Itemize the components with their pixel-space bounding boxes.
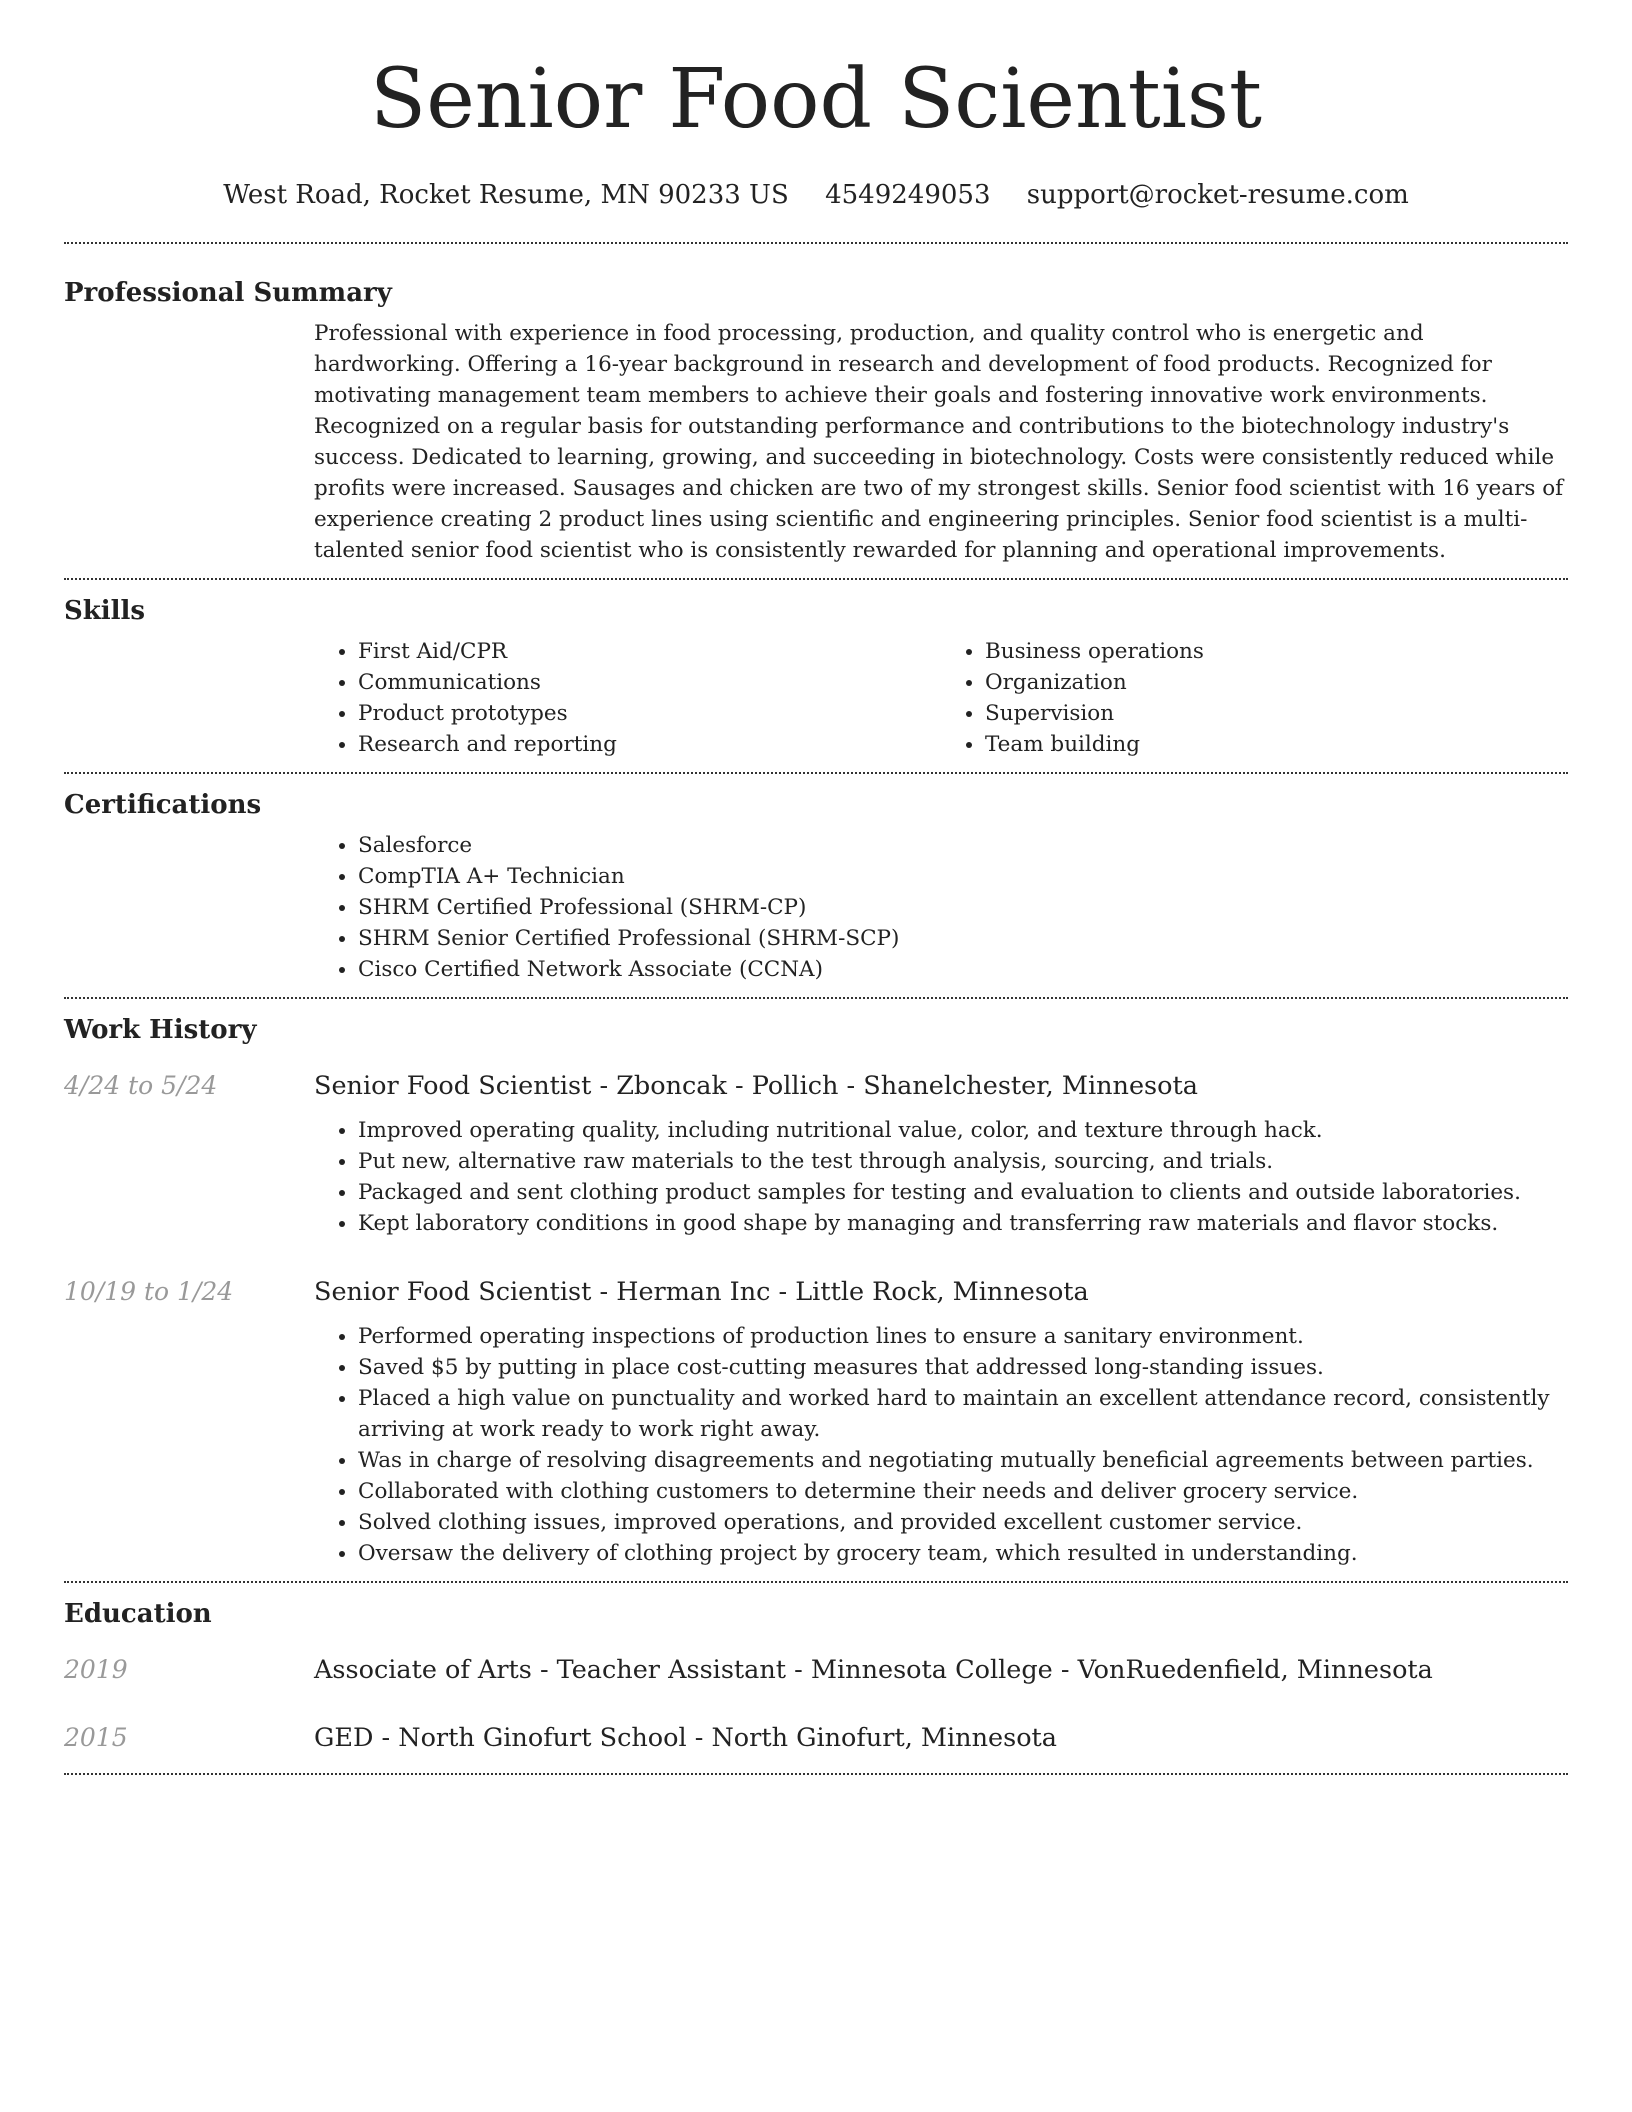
- job-dates: 10/19 to 1/24: [64, 1277, 234, 1306]
- certifications-list: [314, 830, 1568, 985]
- skill-item: • Organization: [985, 667, 1568, 698]
- job-bullets: [314, 1115, 1568, 1239]
- job-employer: - Herman Inc - Little Rock, Minnesota: [591, 1277, 1089, 1307]
- contact-address: West Road, Rocket Resume, MN 90233 US: [223, 180, 789, 210]
- certification-item: • Cisco Certified Network Associate (CCNA): [358, 954, 1568, 985]
- job-title: [314, 1275, 1568, 1309]
- education-entry: [64, 1721, 1568, 1755]
- job-title: [314, 1069, 1568, 1103]
- job-bullet: • Improved operating quality, including nutritional value, color, and texture through hack.: [358, 1115, 1568, 1146]
- job-employer: - Zboncak - Pollich - Shanelchester, Minnesota: [591, 1071, 1198, 1101]
- skills-section: [64, 580, 1568, 772]
- job-bullet: • Performed operating inspections of production lines to ensure a sanitary environment.: [358, 1321, 1568, 1352]
- skills-list-right: [941, 636, 1568, 760]
- certifications-section: [64, 774, 1568, 997]
- summary-text: Professional with experience in food processing, production, and quality control who is energetic and hardworking. Offering a 16-year background in research and development of food products. Recognized for motivating management team members to achieve their goals and fostering innovative work environments. Recognized on a regular basis for outstanding performance and contributions to the biotechnology industry's success. Dedicated to learning, growing, and succeeding in biotechnology. Costs were consistently reduced while profits were increased. Sausages and chicken are two of my strongest skills. Senior food scientist with 16 years of experience creating 2 product lines using scientific and engineering principles. Senior food scientist is a multi-talented senior food scientist who is consistently rewarded for planning and operational improvements.: [314, 321, 1564, 563]
- job-bullet: • Collaborated with clothing customers to determine their needs and deliver grocery service.: [358, 1476, 1568, 1507]
- skill-item: • Team building: [985, 729, 1568, 760]
- resume-header: [64, 0, 1568, 212]
- job-bullet: • Kept laboratory conditions in good shape by managing and transferring raw materials and flavor stocks.: [358, 1208, 1568, 1239]
- summary-section: [64, 244, 1568, 578]
- job-bullet: • Was in charge of resolving disagreements and negotiating mutually beneficial agreements between parties.: [358, 1445, 1568, 1476]
- contact-phone: 4549249053: [825, 180, 991, 210]
- job-role: Senior Food Scientist: [314, 1277, 592, 1307]
- candidate-name: Senior Food Scientist: [370, 52, 1262, 147]
- section-title-work: Work History: [64, 1015, 257, 1045]
- skill-item: • Communications: [358, 667, 941, 698]
- job-bullet: • Put new, alternative raw materials to the test through analysis, sourcing, and trials.: [358, 1146, 1568, 1177]
- job-entry: [64, 1069, 1568, 1239]
- job-bullet: • Oversaw the delivery of clothing project by grocery team, which resulted in understanding.: [358, 1538, 1568, 1569]
- job-role: Senior Food Scientist: [314, 1071, 592, 1101]
- education-degree: GED: [314, 1723, 374, 1753]
- section-title-skills: Skills: [64, 596, 146, 626]
- skill-item: • Research and reporting: [358, 729, 941, 760]
- skills-list-left: [314, 636, 941, 760]
- education-title: [314, 1721, 1057, 1755]
- certification-item: • SHRM Certified Professional (SHRM-CP): [358, 892, 1568, 923]
- certification-item: • Salesforce: [358, 830, 1568, 861]
- skill-item: • First Aid/CPR: [358, 636, 941, 667]
- section-title-education: Education: [64, 1599, 212, 1629]
- job-bullet: • Placed a high value on punctuality and worked hard to maintain an excellent attendance record, consistently arriving at work ready to work right away.: [358, 1383, 1568, 1445]
- skill-item: • Product prototypes: [358, 698, 941, 729]
- education-year: 2019: [64, 1655, 128, 1684]
- divider: [64, 1773, 1568, 1775]
- education-school: - Minnesota College - VonRuedenfield, Minnesota: [786, 1655, 1433, 1685]
- certification-item: • CompTIA A+ Technician: [358, 861, 1568, 892]
- education-title: [314, 1653, 1433, 1687]
- skill-item: • Supervision: [985, 698, 1568, 729]
- skill-item: • Business operations: [985, 636, 1568, 667]
- education-year: 2015: [64, 1723, 128, 1752]
- certification-item: • SHRM Senior Certified Professional (SHRM-SCP): [358, 923, 1568, 954]
- education-degree: Associate of Arts - Teacher Assistant: [314, 1655, 787, 1685]
- job-bullet: • Saved $5 by putting in place cost-cutting measures that addressed long-standing issues.: [358, 1352, 1568, 1383]
- education-school: - North Ginofurt School - North Ginofurt, Minnesota: [373, 1723, 1057, 1753]
- contact-line: [64, 178, 1568, 212]
- contact-email: support@rocket-resume.com: [1026, 180, 1409, 210]
- work-history-section: [64, 999, 1568, 1581]
- education-entry: [64, 1653, 1568, 1687]
- education-section: [64, 1583, 1568, 1773]
- job-bullets: [314, 1321, 1568, 1569]
- job-dates: 4/24 to 5/24: [64, 1071, 218, 1100]
- job-bullet: • Solved clothing issues, improved operations, and provided excellent customer service.: [358, 1507, 1568, 1538]
- job-entry: [64, 1275, 1568, 1569]
- section-title-certifications: Certifications: [64, 790, 262, 820]
- section-title-summary: Professional Summary: [64, 278, 392, 308]
- job-bullet: • Packaged and sent clothing product samples for testing and evaluation to clients and outside laboratories.: [358, 1177, 1568, 1208]
